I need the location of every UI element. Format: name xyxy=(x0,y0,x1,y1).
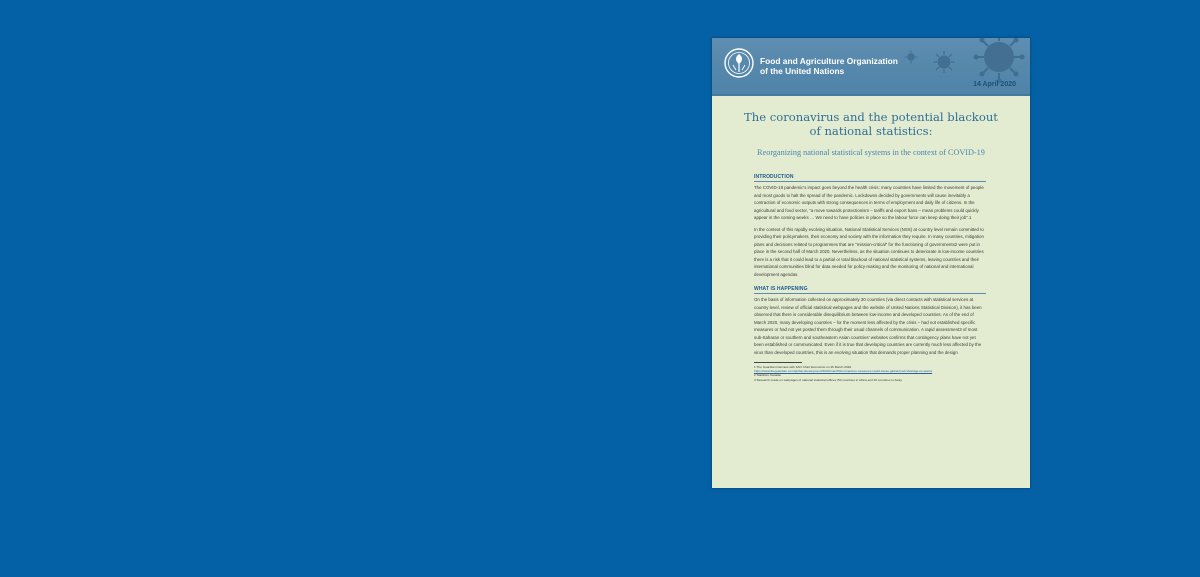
virus-icon-medium xyxy=(932,50,956,74)
document-page xyxy=(712,38,1030,488)
publication-date: 14 April 2020 xyxy=(973,81,1016,88)
virus-icon-small xyxy=(904,50,918,64)
org-name-line2: of the United Nations xyxy=(760,66,845,76)
org-name-line1: Food and Agriculture Organization xyxy=(760,56,898,66)
document-title: The coronavirus and the potential blackout of national statistics: xyxy=(744,110,998,138)
section-heading: INTRODUCTION xyxy=(754,174,986,182)
section-what-is-happening xyxy=(754,286,986,356)
footnote: 1 The Guardian interview with FAO Chief Economist on 26 March 2020. xyxy=(754,365,852,369)
paragraph: In the context of this rapidly evolving situation, National Statistical Services (NSS) at country level remain committed to providing their policymakers, their economy and society with the information they require. In many countries, mitigation plans and decisions related to programmes that are "mission-critical" for the functioning of governments2 were put in place in the second half of March 2020. Nevertheless, as the situation continues to deteriorate in low-income countries there is a risk that it could lead to a partial or total blackout of national statistical systems, leaving countries and their international communities blind for data needed for policy-making and the monitoring of national and international development agendas. xyxy=(754,226,984,277)
fao-logo-icon xyxy=(724,48,754,78)
paragraph: On the basis of information collected on approximately 30 countries (via direct contacts with statistical services at country level, review of official statistical webpages and the website of United Nations Statistical Division), it has been observed that there is considerable disequilibrium between low-income and developed countries. As of the end of March 2020, many developing countries – for the moment less affected by the crisis – had not established specific measures or had not yet posted them through their usual channels of communication. A rapid assessment3 of most sub-Saharan or southern and southeastern Asian countries' websites confirms that contingency plans have not yet been established or communicated. Even if it is true that developing countries are currently much less affected by the virus than developed countries, this is an evolving situation that demands proper planning and the design xyxy=(754,297,982,355)
virus-icon-large xyxy=(968,38,1030,86)
footnote-divider xyxy=(754,362,802,363)
paragraph: The COVID-19 pandemic's impact goes beyond the health crisis: many countries have limited the movement of people and most goods to halt the spread of the pandemic. Lockdowns decided by governments will cause inevitably a contraction of economic outputs with strong consequences in terms of employment and daily life of citizens. In the agricultural and food sector, "a move towards protectionism – tariffs and export bans – mean problems could quickly appear in the coming weeks … We need to have policies in place so the labour force can keep doing their job".1 xyxy=(754,185,984,220)
document-header xyxy=(712,38,1030,96)
footnote: 3 Research made on webpages of national statistical offices (50 countries in Africa and 16 countries in Asia). xyxy=(754,377,903,382)
document-subtitle: Reorganizing national statistical systems in the context of COVID-19 xyxy=(757,148,985,157)
organization-name xyxy=(760,56,920,76)
footnotes xyxy=(754,362,986,382)
footnote: 2 Statistics Canada xyxy=(754,373,781,378)
section-introduction xyxy=(754,174,986,278)
section-heading: WHAT IS HAPPENING xyxy=(754,286,986,294)
footnote-link[interactable]: https://www.theguardian.com/global-development/2020/mar/26/coronavirus-measures-could-cause-global-food-shortage-un-warns xyxy=(754,369,933,374)
